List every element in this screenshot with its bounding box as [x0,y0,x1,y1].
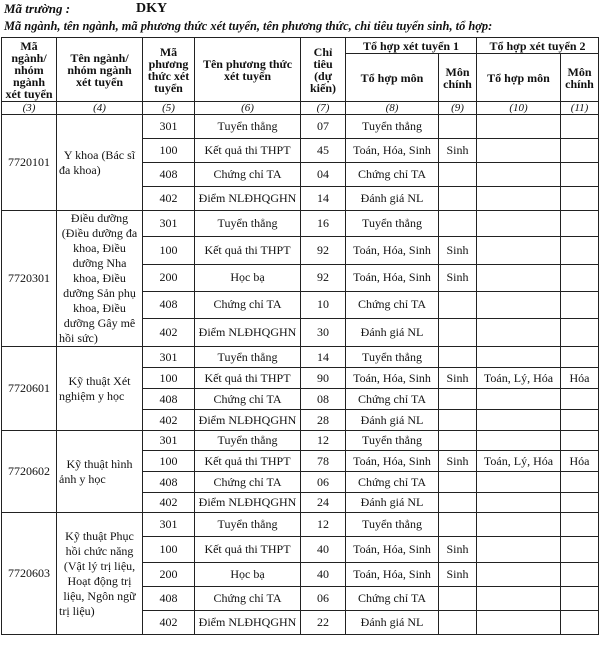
quota-cell: 12 [301,431,346,451]
combo-1-main-cell [439,187,477,211]
method-name-cell: Tuyển thẳng [195,431,301,451]
table-caption: Mã ngành, tên ngành, mã phương thức xét tuyển, tên phương thức, chỉ tiêu tuyển sinh, tổ hợp: [4,19,493,33]
method-name-cell: Học bạ [195,264,301,291]
quota-cell: 12 [301,513,346,537]
major-name-cell: Y khoa (Bác sĩ đa khoa) [57,115,143,211]
table-row [2,211,599,237]
table-row [2,347,599,368]
quota-cell: 06 [301,472,346,493]
school-code-value: DKY [136,1,168,16]
method-code-cell: 408 [143,587,195,611]
method-code-cell: 408 [143,472,195,493]
quota-cell: 14 [301,187,346,211]
combo-1-main-cell [439,291,477,318]
quota-cell: 28 [301,410,346,431]
column-index-cell: (11) [561,102,599,115]
combo-2-subjects-cell [477,291,561,318]
method-code-cell: 402 [143,318,195,346]
combo-2-main-cell [561,587,599,611]
method-code-cell: 100 [143,537,195,563]
combo-2-main-cell [561,493,599,513]
combo-1-subjects-cell: Tuyển thẳng [346,513,439,537]
method-name-cell: Chứng chỉ TA [195,587,301,611]
combo-1-main-cell [439,410,477,431]
combo-2-main-cell [561,187,599,211]
method-name-cell: Kết quả thi THPT [195,139,301,163]
column-index-cell: (5) [143,102,195,115]
combo-1-subjects-cell: Chứng chỉ TA [346,389,439,410]
combo-2-main-cell [561,431,599,451]
combo-2-main-cell [561,236,599,264]
major-code-cell: 7720601 [2,347,57,431]
method-code-cell: 402 [143,187,195,211]
combo-1-subjects-cell: Đánh giá NL [346,318,439,346]
combo-1-main-cell: Sinh [439,451,477,472]
combo-2-subjects-cell [477,318,561,346]
column-index-row [2,102,599,115]
combo-1-subjects-cell: Toán, Hóa, Sinh [346,236,439,264]
method-code-cell: 402 [143,410,195,431]
combo-2-main-cell [561,472,599,493]
combo-2-subjects-cell [477,115,561,139]
combo-1-main-cell [439,472,477,493]
quota-cell: 92 [301,236,346,264]
combo-2-main-cell [561,115,599,139]
major-code-cell: 7720603 [2,513,57,635]
combo-1-main-cell [439,318,477,346]
combo-1-subjects-cell: Toán, Hóa, Sinh [346,139,439,163]
column-index-cell: (3) [2,102,57,115]
header-combo-1: Tổ hợp xét tuyển 1 [346,38,477,54]
combo-2-subjects-cell [477,139,561,163]
combo-1-main-cell: Sinh [439,563,477,587]
combo-1-main-cell [439,211,477,237]
major-name-cell: Kỹ thuật Xét nghiệm y học [57,347,143,431]
quota-cell: 08 [301,389,346,410]
combo-2-main-cell [561,513,599,537]
method-name-cell: Kết quả thi THPT [195,451,301,472]
combo-1-main-cell: Sinh [439,236,477,264]
method-name-cell: Tuyển thẳng [195,347,301,368]
major-name-cell: Điều dưỡng (Điều dưỡng đa khoa, Điều dưỡng Nha khoa, Điều dưỡng Sản phụ khoa, Điều dưỡng Gây mê hồi sức) [57,211,143,347]
combo-2-subjects-cell [477,163,561,187]
combo-2-subjects-cell [477,410,561,431]
combo-1-main-cell: Sinh [439,264,477,291]
combo-2-main-cell: Hóa [561,451,599,472]
combo-2-main-cell [561,389,599,410]
combo-1-main-cell: Sinh [439,139,477,163]
combo-1-subjects-cell: Chứng chỉ TA [346,163,439,187]
combo-1-main-cell [439,587,477,611]
combo-2-subjects-cell [477,347,561,368]
combo-1-subjects-cell: Tuyển thẳng [346,431,439,451]
method-code-cell: 402 [143,493,195,513]
quota-cell: 22 [301,611,346,635]
method-name-cell: Điểm NLĐHQGHN [195,493,301,513]
combo-2-subjects-cell [477,211,561,237]
column-index-cell: (7) [301,102,346,115]
method-code-cell: 301 [143,513,195,537]
combo-2-main-cell [561,264,599,291]
combo-2-subjects-cell [477,187,561,211]
combo-2-subjects-cell: Toán, Lý, Hóa [477,451,561,472]
combo-2-subjects-cell [477,611,561,635]
combo-1-subjects-cell: Đánh giá NL [346,187,439,211]
method-name-cell: Điểm NLĐHQGHN [195,410,301,431]
method-code-cell: 301 [143,431,195,451]
combo-2-subjects-cell [477,537,561,563]
quota-cell: 30 [301,318,346,346]
combo-2-subjects-cell [477,264,561,291]
combo-2-subjects-cell [477,389,561,410]
table-body [2,115,599,635]
method-code-cell: 100 [143,368,195,389]
combo-1-subjects-cell: Đánh giá NL [346,611,439,635]
header-combo-2-subjects: Tổ hợp môn [477,54,561,102]
combo-2-main-cell [561,163,599,187]
combo-2-main-cell: Hóa [561,368,599,389]
header-combo-2: Tổ hợp xét tuyển 2 [477,38,599,54]
quota-cell: 40 [301,537,346,563]
quota-cell: 90 [301,368,346,389]
quota-cell: 24 [301,493,346,513]
combo-2-main-cell [561,139,599,163]
method-name-cell: Tuyển thẳng [195,115,301,139]
quota-cell: 78 [301,451,346,472]
method-name-cell: Kết quả thi THPT [195,236,301,264]
method-name-cell: Chứng chỉ TA [195,472,301,493]
column-index-cell: (8) [346,102,439,115]
method-name-cell: Chứng chỉ TA [195,163,301,187]
combo-1-subjects-cell: Toán, Hóa, Sinh [346,563,439,587]
combo-2-subjects-cell [477,587,561,611]
method-code-cell: 301 [143,115,195,139]
method-code-cell: 408 [143,291,195,318]
method-code-cell: 301 [143,347,195,368]
combo-1-subjects-cell: Chứng chỉ TA [346,587,439,611]
quota-cell: 40 [301,563,346,587]
quota-cell: 06 [301,587,346,611]
combo-2-main-cell [561,347,599,368]
combo-1-subjects-cell: Toán, Hóa, Sinh [346,537,439,563]
quota-cell: 04 [301,163,346,187]
combo-2-main-cell [561,318,599,346]
method-code-cell: 408 [143,163,195,187]
combo-1-main-cell [439,163,477,187]
combo-2-main-cell [561,563,599,587]
table-row [2,115,599,139]
quota-cell: 14 [301,347,346,368]
table-row [2,431,599,451]
combo-2-main-cell [561,611,599,635]
combo-1-main-cell [439,493,477,513]
combo-1-main-cell [439,115,477,139]
method-name-cell: Điểm NLĐHQGHN [195,611,301,635]
column-index-cell: (9) [439,102,477,115]
header-major-name: Tên ngành/ nhóm ngành xét tuyển [57,38,143,102]
method-code-cell: 301 [143,211,195,237]
method-name-cell: Chứng chỉ TA [195,291,301,318]
combo-1-main-cell: Sinh [439,537,477,563]
combo-2-subjects-cell [477,513,561,537]
method-name-cell: Điểm NLĐHQGHN [195,318,301,346]
combo-2-subjects-cell: Toán, Lý, Hóa [477,368,561,389]
combo-1-main-cell [439,347,477,368]
method-name-cell: Tuyển thẳng [195,513,301,537]
method-name-cell: Điểm NLĐHQGHN [195,187,301,211]
column-index-cell: (10) [477,102,561,115]
quota-cell: 07 [301,115,346,139]
combo-2-subjects-cell [477,236,561,264]
combo-2-main-cell [561,410,599,431]
method-code-cell: 402 [143,611,195,635]
major-code-cell: 7720101 [2,115,57,211]
combo-2-subjects-cell [477,563,561,587]
header-combo-2-main: Môn chính [561,54,599,102]
major-name-cell: Kỹ thuật Phục hồi chức năng (Vật lý trị liệu, Hoạt động trị liệu, Ngôn ngữ trị liệu) [57,513,143,635]
combo-1-subjects-cell: Tuyển thẳng [346,211,439,237]
admissions-table [1,37,599,635]
combo-2-main-cell [561,537,599,563]
method-name-cell: Kết quả thi THPT [195,537,301,563]
method-code-cell: 100 [143,139,195,163]
combo-2-main-cell [561,211,599,237]
header-quota: Chỉ tiêu (dự kiến) [301,38,346,102]
combo-1-subjects-cell: Chứng chỉ TA [346,291,439,318]
combo-1-subjects-cell: Đánh giá NL [346,410,439,431]
combo-1-subjects-cell: Tuyển thẳng [346,347,439,368]
quota-cell: 45 [301,139,346,163]
method-name-cell: Kết quả thi THPT [195,368,301,389]
table-header [2,38,599,115]
method-code-cell: 100 [143,451,195,472]
combo-1-subjects-cell: Chứng chỉ TA [346,472,439,493]
header-combo-1-main: Môn chính [439,54,477,102]
major-name-cell: Kỹ thuật hình ảnh y học [57,431,143,513]
combo-1-main-cell [439,513,477,537]
combo-1-main-cell [439,611,477,635]
combo-2-main-cell [561,291,599,318]
combo-2-subjects-cell [477,472,561,493]
table-row [2,513,599,537]
method-code-cell: 200 [143,264,195,291]
quota-cell: 92 [301,264,346,291]
combo-1-subjects-cell: Toán, Hóa, Sinh [346,368,439,389]
header-method-code: Mã phương thức xét tuyển [143,38,195,102]
combo-2-subjects-cell [477,493,561,513]
header-major-code: Mã ngành/ nhóm ngành xét tuyển [2,38,57,102]
quota-cell: 10 [301,291,346,318]
combo-2-subjects-cell [477,431,561,451]
method-code-cell: 200 [143,563,195,587]
method-code-cell: 408 [143,389,195,410]
major-code-cell: 7720301 [2,211,57,347]
method-name-cell: Chứng chỉ TA [195,389,301,410]
combo-1-subjects-cell: Toán, Hóa, Sinh [346,264,439,291]
combo-1-subjects-cell: Đánh giá NL [346,493,439,513]
combo-1-main-cell [439,389,477,410]
combo-1-main-cell [439,431,477,451]
method-name-cell: Học bạ [195,563,301,587]
major-code-cell: 7720602 [2,431,57,513]
combo-1-subjects-cell: Tuyển thẳng [346,115,439,139]
school-code-line [4,1,168,17]
method-name-cell: Tuyển thẳng [195,211,301,237]
quota-cell: 16 [301,211,346,237]
school-code-label: Mã trường : [4,1,71,16]
column-index-cell: (6) [195,102,301,115]
method-code-cell: 100 [143,236,195,264]
header-combo-1-subjects: Tổ hợp môn [346,54,439,102]
column-index-cell: (4) [57,102,143,115]
header-method-name: Tên phương thức xét tuyển [195,38,301,102]
combo-1-subjects-cell: Toán, Hóa, Sinh [346,451,439,472]
combo-1-main-cell: Sinh [439,368,477,389]
